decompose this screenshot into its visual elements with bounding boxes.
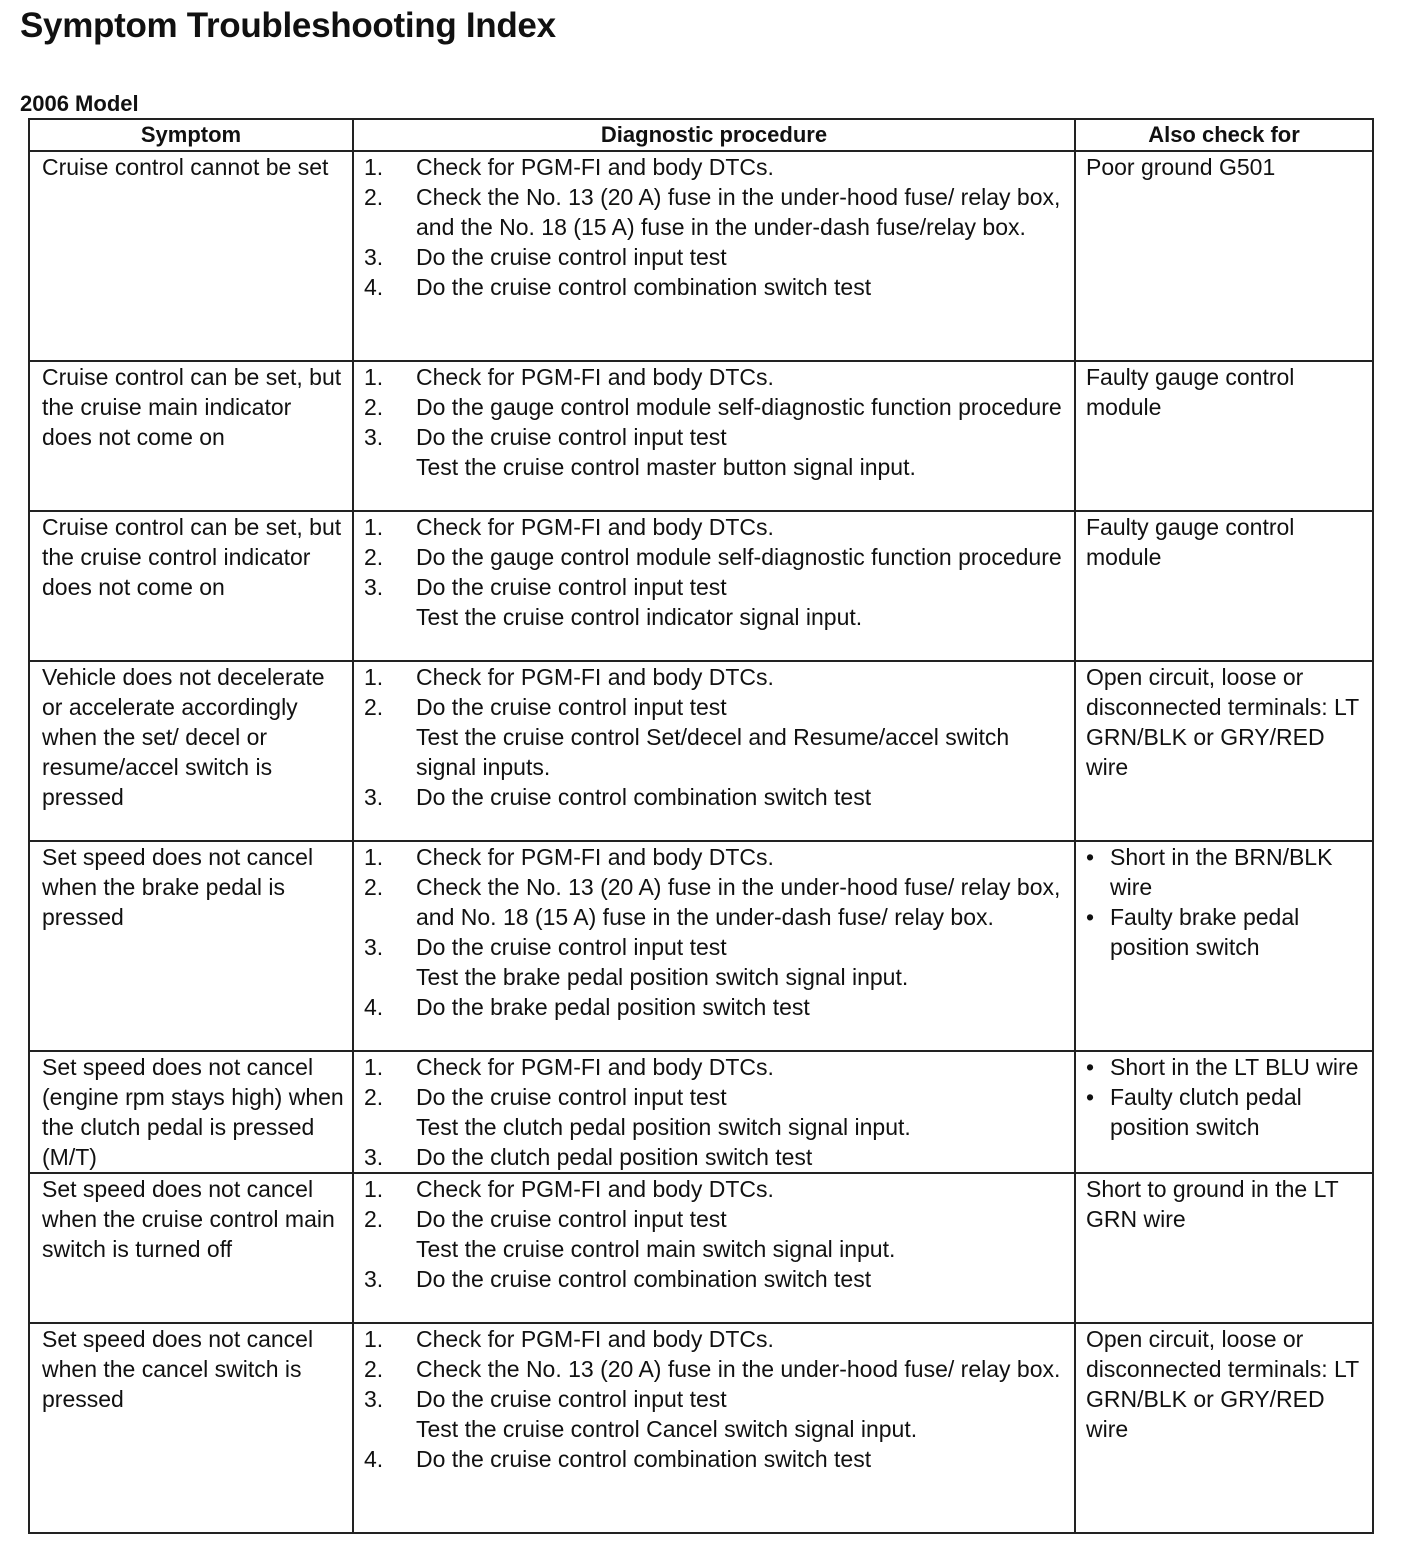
bullet-icon: •: [1086, 1084, 1095, 1110]
step-number: 1.: [364, 514, 384, 540]
step-text: Do the cruise control combination switch test: [416, 1446, 872, 1472]
procedure-step: [364, 272, 1068, 302]
step-text: Check the No. 13 (20 A) fuse in the under-hood fuse/ relay box, and No. 18 (15 A) fuse in the under-dash fuse/ relay box.: [416, 874, 1061, 930]
step-number: 3.: [364, 934, 384, 960]
step-text: Do the cruise control input test: [416, 1386, 727, 1412]
step-number: 2.: [364, 874, 384, 900]
symptom-cell: Set speed does not cancel when the cancel switch is pressed: [29, 1323, 353, 1533]
step-text: Check for PGM-FI and body DTCs.: [416, 1326, 774, 1352]
step-text: Do the gauge control module self-diagnostic function procedure: [416, 394, 1062, 420]
step-text: Check the No. 13 (20 A) fuse in the under-hood fuse/ relay box, and the No. 18 (15 A) fuse in the under-dash fuse/relay box.: [416, 184, 1061, 240]
procedure-step: [364, 1082, 1068, 1112]
step-text: Do the cruise control input test: [416, 574, 727, 600]
step-text: Do the cruise control input test: [416, 1084, 727, 1110]
also-check-text: Faulty gauge control module: [1086, 364, 1295, 420]
also-check-bullet: [1086, 902, 1366, 962]
symptom-cell: Set speed does not cancel when the brake pedal is pressed: [29, 841, 353, 1051]
step-number: 3.: [364, 574, 384, 600]
procedure-cell: [353, 511, 1075, 661]
procedure-step: [364, 1384, 1068, 1414]
also-check-cell: [1075, 841, 1373, 1051]
step-subtext: Test the clutch pedal position switch signal input.: [416, 1114, 911, 1140]
also-check-bullet: [1086, 1052, 1366, 1082]
step-text: Do the cruise control combination switch test: [416, 274, 872, 300]
also-check-cell: [1075, 1173, 1373, 1323]
bullet-icon: •: [1086, 844, 1095, 870]
table-row: [29, 841, 1373, 1051]
step-text: Do the gauge control module self-diagnostic function procedure: [416, 544, 1062, 570]
also-check-cell: [1075, 1051, 1373, 1173]
step-text: Do the cruise control input test: [416, 694, 727, 720]
page-title: Symptom Troubleshooting Index: [20, 6, 556, 45]
procedure-step: [364, 242, 1068, 272]
step-text: Check for PGM-FI and body DTCs.: [416, 154, 774, 180]
step-text: Check for PGM-FI and body DTCs.: [416, 364, 774, 390]
also-check-text: Poor ground G501: [1086, 154, 1276, 180]
procedure-cell: [353, 1173, 1075, 1323]
step-subtext: Test the cruise control master button signal input.: [416, 454, 916, 480]
procedure-cell: [353, 661, 1075, 841]
procedure-step: [364, 662, 1068, 692]
step-text: Do the clutch pedal position switch test: [416, 1144, 813, 1170]
bullet-text: Faulty clutch pedal position switch: [1110, 1084, 1302, 1140]
procedure-step: [364, 422, 1068, 452]
step-number: 4.: [364, 1446, 384, 1472]
procedure-step: [364, 182, 1068, 242]
also-check-cell: [1075, 661, 1373, 841]
step-number: 3.: [364, 244, 384, 270]
procedure-step: [364, 1204, 1068, 1234]
step-number: 3.: [364, 784, 384, 810]
step-number: 1.: [364, 364, 384, 390]
also-check-text: Faulty gauge control module: [1086, 514, 1295, 570]
procedure-step: [364, 692, 1068, 722]
step-number: 1.: [364, 1054, 384, 1080]
step-number: 3.: [364, 1144, 384, 1170]
step-text: Do the cruise control input test: [416, 1206, 727, 1232]
also-check-cell: [1075, 1323, 1373, 1533]
step-number: 2.: [364, 694, 384, 720]
step-subtext: Test the cruise control Cancel switch signal input.: [416, 1416, 918, 1442]
table-row: [29, 511, 1373, 661]
step-text: Do the cruise control input test: [416, 934, 727, 960]
also-check-cell: [1075, 361, 1373, 511]
procedure-step: [364, 362, 1068, 392]
step-number: 2.: [364, 394, 384, 420]
step-text: Check for PGM-FI and body DTCs.: [416, 1176, 774, 1202]
step-text: Do the cruise control combination switch test: [416, 784, 872, 810]
bullet-icon: •: [1086, 904, 1095, 930]
symptom-cell: Cruise control cannot be set: [29, 151, 353, 361]
symptom-cell: Set speed does not cancel when the cruise control main switch is turned off: [29, 1173, 353, 1323]
step-number: 2.: [364, 544, 384, 570]
step-number: 3.: [364, 1266, 384, 1292]
step-number: 2.: [364, 1356, 384, 1382]
procedure-cell: [353, 1051, 1075, 1173]
procedure-step: [364, 992, 1068, 1022]
step-number: 2.: [364, 184, 384, 210]
step-text: Do the cruise control input test: [416, 244, 727, 270]
step-subtext: Test the cruise control indicator signal input.: [416, 604, 863, 630]
procedure-step: [364, 572, 1068, 602]
procedure-step: [364, 512, 1068, 542]
symptom-cell: Cruise control can be set, but the cruise control indicator does not come on: [29, 511, 353, 661]
step-text: Check for PGM-FI and body DTCs.: [416, 514, 774, 540]
step-number: 1.: [364, 1176, 384, 1202]
step-number: 3.: [364, 1386, 384, 1412]
table-row: [29, 1173, 1373, 1323]
procedure-step: [364, 782, 1068, 812]
procedure-cell: [353, 841, 1075, 1051]
table-header-row: [29, 119, 1373, 151]
step-text: Check for PGM-FI and body DTCs.: [416, 1054, 774, 1080]
step-number: 1.: [364, 1326, 384, 1352]
step-number: 1.: [364, 154, 384, 180]
step-text: Check for PGM-FI and body DTCs.: [416, 664, 774, 690]
also-check-cell: [1075, 151, 1373, 361]
step-subtext: Test the brake pedal position switch signal input.: [416, 964, 909, 990]
procedure-cell: [353, 1323, 1075, 1533]
step-text: Check for PGM-FI and body DTCs.: [416, 844, 774, 870]
procedure-step: [364, 1444, 1068, 1474]
step-number: 4.: [364, 274, 384, 300]
bullet-text: Short in the BRN/BLK wire: [1110, 844, 1333, 900]
step-subtext: Test the cruise control main switch signal input.: [416, 1236, 896, 1262]
table-row: [29, 1051, 1373, 1173]
procedure-step: [364, 1324, 1068, 1354]
procedure-step: [364, 1264, 1068, 1294]
procedure-step: [364, 1142, 1068, 1172]
step-number: 1.: [364, 844, 384, 870]
also-check-text: Open circuit, loose or disconnected terminals: LT GRN/BLK or GRY/RED wire: [1086, 1326, 1359, 1442]
bullet-text: Short in the LT BLU wire: [1110, 1054, 1359, 1080]
procedure-cell: [353, 361, 1075, 511]
step-subtext: Test the cruise control Set/decel and Resume/accel switch signal inputs.: [416, 724, 1010, 780]
table-row: [29, 361, 1373, 511]
procedure-step: [364, 842, 1068, 872]
procedure-step: [364, 152, 1068, 182]
procedure-step: [364, 932, 1068, 962]
procedure-step: [364, 1052, 1068, 1082]
procedure-step: [364, 1354, 1068, 1384]
header-symptom: Symptom: [29, 119, 353, 151]
step-number: 4.: [364, 994, 384, 1020]
table-body: [29, 151, 1373, 1533]
procedure-step: [364, 542, 1068, 572]
section-label: 2006 Model: [20, 91, 139, 116]
bullet-text: Faulty brake pedal position switch: [1110, 904, 1300, 960]
procedure-step: [364, 872, 1068, 932]
header-also-check: Also check for: [1075, 119, 1373, 151]
step-text: Do the cruise control input test: [416, 424, 727, 450]
also-check-text: Open circuit, loose or disconnected terminals: LT GRN/BLK or GRY/RED wire: [1086, 664, 1359, 780]
table-row: [29, 1323, 1373, 1533]
symptom-table: [28, 118, 1374, 1534]
table-row: [29, 151, 1373, 361]
step-number: 3.: [364, 424, 384, 450]
symptom-cell: Vehicle does not decelerate or accelerate accordingly when the set/ decel or resume/accel switch is pressed: [29, 661, 353, 841]
step-number: 2.: [364, 1206, 384, 1232]
also-check-bullet: [1086, 1082, 1366, 1142]
table-row: [29, 661, 1373, 841]
step-text: Check the No. 13 (20 A) fuse in the under-hood fuse/ relay box.: [416, 1356, 1061, 1382]
step-text: Do the brake pedal position switch test: [416, 994, 810, 1020]
also-check-cell: [1075, 511, 1373, 661]
header-procedure: Diagnostic procedure: [353, 119, 1075, 151]
symptom-cell: Cruise control can be set, but the cruise main indicator does not come on: [29, 361, 353, 511]
procedure-step: [364, 1174, 1068, 1204]
step-text: Do the cruise control combination switch test: [416, 1266, 872, 1292]
step-number: 1.: [364, 664, 384, 690]
bullet-icon: •: [1086, 1054, 1095, 1080]
also-check-text: Short to ground in the LT GRN wire: [1086, 1176, 1339, 1232]
procedure-cell: [353, 151, 1075, 361]
procedure-step: [364, 392, 1068, 422]
also-check-bullet: [1086, 842, 1366, 902]
step-number: 2.: [364, 1084, 384, 1110]
symptom-cell: Set speed does not cancel (engine rpm stays high) when the clutch pedal is pressed (M/T): [29, 1051, 353, 1173]
